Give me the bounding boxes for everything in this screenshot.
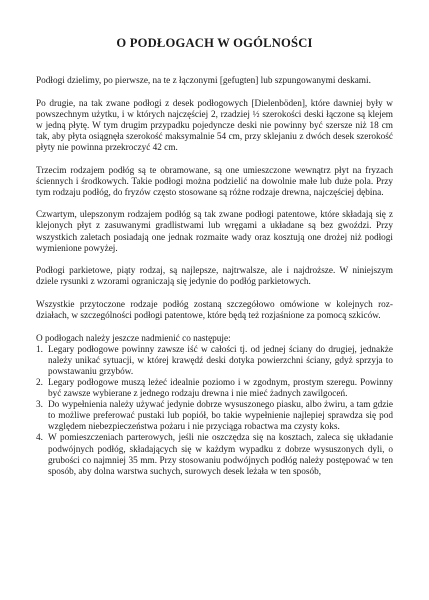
- list-item: [36, 378, 393, 400]
- list-item-text: Legary podłogowe powinny zawsze iść w całości tj. od jednej ściany do drugiej, jednakże należy unikać sytuacji, w której krawędź deski dotyka powierzchni ściany, gdyż sprzyja to powstawaniu grzybów.: [48, 344, 393, 377]
- list-item-number: 4.: [36, 433, 43, 444]
- list-item: [36, 345, 393, 378]
- page-title: O PODŁOGACH W OGÓLNOŚCI: [116, 36, 313, 50]
- list-item: [36, 400, 393, 433]
- paragraph-framed-floors: Trzecim rodzajem podłóg są te obramowane, są one umieszczone wewnątrz płyt na fryzach ściennych i środkowych. Takie podłogi można podzielić na dowolnie małe lub duże pola. Przy tym rodzaju podłóg, do fryzów często stosowane są różne rodzaje drewna, najczęściej dębina.: [36, 165, 393, 198]
- rules-intro: O podłogach należy jeszcze nadmienić co następuje:: [36, 333, 231, 344]
- list-item-number: 1.: [36, 344, 43, 355]
- paragraph-patent-floors: Czwartym, ulepszonym rodzajem podłóg są tak zwane podłogi patentowe, które składają się z klejonych płyt z zasuwanymi gradlistwami lub wręgami a układane są bez gwoździ. Przy wszystkich zaletach posiadają one jednak rozmaite wady oraz kosztują one drożej niż podłogi wymienione powyżej.: [36, 210, 393, 254]
- list-item-text: Do wypełnienia należy używać jedynie dobrze wysuszonego piasku, albo żwiru, a tam gdzie to możliwe preferować pustaki lub popiół, bo takie wypełnienie najlepiej sprawdza się pod względem niebezpieczeństwa pożaru i nie przyciąga robactwa ma czysty koks.: [48, 400, 393, 433]
- paragraph-summary: Wszystkie przytoczone rodzaje podłóg zostaną szczegółowo omówione w kolejnych rozdziałach, w szczególności podłogi patentowe, które będą też rozjaśnione za pomocą szkiców.: [36, 299, 393, 321]
- list-item-text: Legary podłogowe muszą leżeć idealnie poziomo i w zgodnym, prostym szeregu. Powinny być zawsze wybierane z jednego rodzaju drewna i nie mieć żadnych zawilgoceń.: [48, 377, 393, 400]
- document-page: [36, 36, 393, 478]
- list-item: [36, 433, 393, 477]
- rules-list: [36, 345, 393, 478]
- list-item-number: 2.: [36, 377, 43, 388]
- paragraph-parquet: Podłogi parkietowe, piąty rodzaj, są najlepsze, najtrwalsze, ale i najdroższe. W niniejszym dziele rysunki z wzorami ograniczają się jedynie do podłóg parkietowych.: [36, 266, 393, 288]
- paragraph-floorboards: Po drugie, na tak zwane podłogi z desek podłogowych [Dielenböden], które dawniej były w powszechnym użytku, i w których najczęściej 2, rzadziej ½ szerokości deski łączone są klejem w jedną płytę. W tym drugim przypadku pojedyncze deski nie powinny być szersze niż 18 cm tak, aby płyta osiągnęła szerokość maksymalnie 54 cm, przy sklejaniu z dwóch desek szerokość płyty nie powinna przekroczyć 42 cm.: [36, 98, 393, 153]
- paragraph-types-intro: Podłogi dzielimy, po pierwsze, na te z łączonymi [gefugten] lub szpungowanymi deskami.: [36, 76, 371, 86]
- list-item-text: W pomieszczeniach parterowych, jeśli nie oszczędza się na kosztach, zaleca się układanie podwójnych podłóg, składających się w każdym wypadku z dobrze wysuszonych dyli, o grubości co najmniej 35 mm. Przy stosowaniu podwójnych podłóg należy postępować w ten sposób, aby dolna warstwa suchych, surowych desek leżała w ten sposób,: [48, 433, 393, 477]
- list-item-number: 3.: [36, 400, 43, 411]
